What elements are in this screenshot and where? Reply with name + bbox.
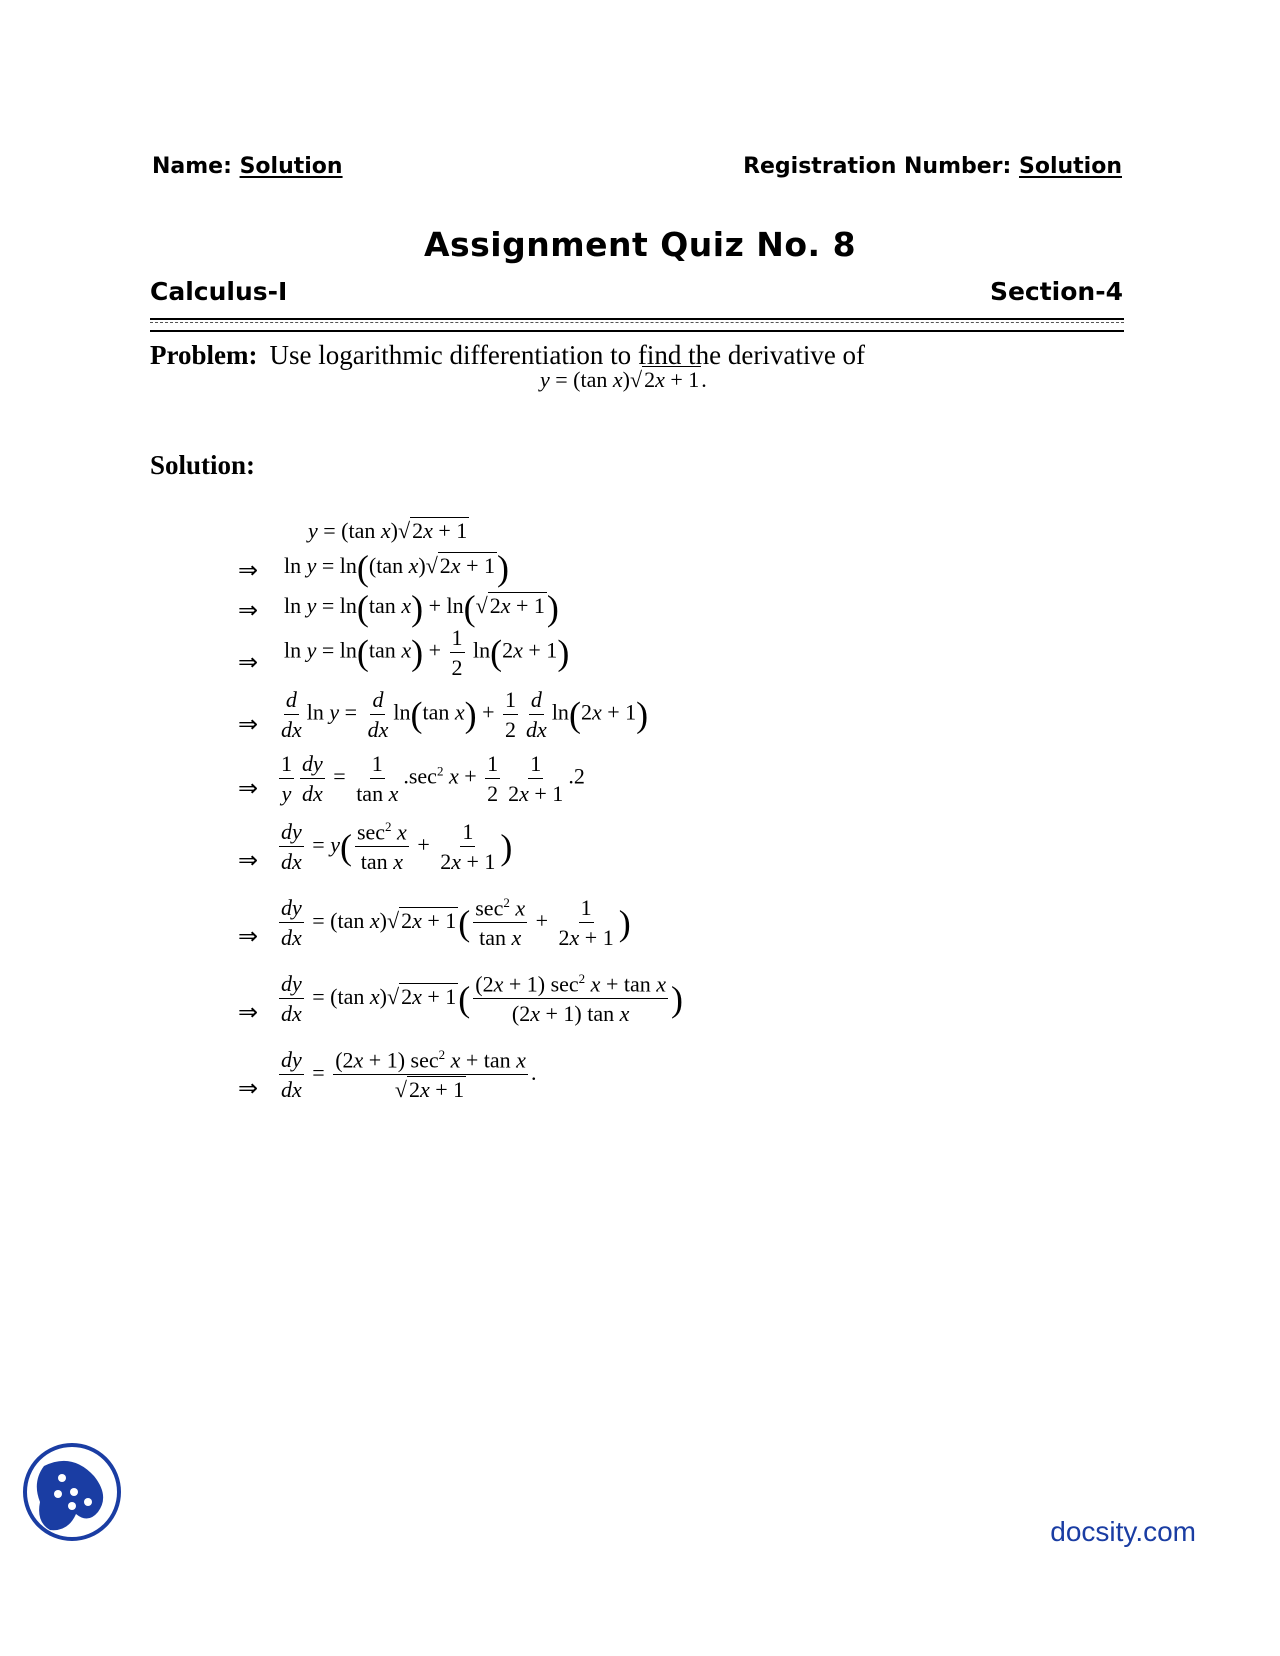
docsity-link[interactable]: docsity.com xyxy=(1050,1516,1196,1547)
implies-icon: ⇒ xyxy=(238,1074,259,1102)
solution-step-6: $\frac{1}{y}$ $\frac{dy}{dx}$ = $\frac{1}{\text{tan x}}$ $.\sec^2$ x + $\frac{1}{2}$ $\frac{1}{2x + 1}$ .2 xyxy=(281,751,585,807)
name-value: Solution xyxy=(239,154,343,179)
divider-inner xyxy=(150,322,1124,323)
problem-equation: y = (tan x)√2x + 1. xyxy=(540,367,707,392)
name-field xyxy=(152,154,343,179)
registration-value: Solution xyxy=(1019,154,1122,179)
docsity-logo-icon xyxy=(22,1442,122,1542)
solution-step-9: $\frac{dy}{dx}$ = (tan x)√2x + 1( $\frac{(2x + 1) \sec^2 x + \tan x}{\text{(2x + 1) tan x}}$ ) xyxy=(281,971,683,1027)
implies-icon: ⇒ xyxy=(238,846,259,874)
implies-icon: ⇒ xyxy=(238,556,259,584)
implies-icon: ⇒ xyxy=(238,710,259,738)
solution-step-7: $\frac{dy}{dx}$ = y( $\frac{\sec^2 x}{\text{tan x}}$ + $\frac{1}{2x + 1}$ ) xyxy=(281,819,513,875)
solution-step-8: $\frac{dy}{dx}$ = (tan x)√2x + 1( $\frac{\sec^2 x}{\text{tan x}}$ + $\frac{1}{2x + 1}$ ) xyxy=(281,895,631,951)
section-label: Section-4 xyxy=(989,277,1123,306)
problem-statement xyxy=(150,340,865,371)
implies-icon: ⇒ xyxy=(238,648,259,676)
name-label: Name: xyxy=(152,154,232,179)
registration-label: Registration Number: xyxy=(743,154,1012,179)
solution-heading: Solution: xyxy=(150,450,256,480)
page-title: Assignment Quiz No. 8 xyxy=(423,225,857,264)
implies-icon: ⇒ xyxy=(238,998,259,1026)
solution-step-1: y = (tan x)√2x + 1 xyxy=(308,518,468,543)
solution-step-10: $\frac{dy}{dx}$ = $\frac{(2x + 1) \sec^2 x + \tan x}{√2x + 1}$ . xyxy=(281,1047,537,1103)
implies-icon: ⇒ xyxy=(238,922,259,950)
implies-icon: ⇒ xyxy=(238,596,259,624)
problem-label: Problem: xyxy=(150,340,258,370)
solution-step-2: ln y = ln((tan x)√2x + 1) xyxy=(284,548,509,588)
course-name: Calculus-I xyxy=(150,277,288,306)
implies-icon: ⇒ xyxy=(238,774,259,802)
solution-step-5: $\frac{d}{dx}$ ln y = $\frac{d}{dx}$ ln(tan x) + $\frac{1}{2}$ $\frac{d}{dx}$ ln(2x + 1) xyxy=(281,687,649,743)
solution-step-3: ln y = ln(tan x) + ln(√2x + 1) xyxy=(284,588,559,628)
registration-field xyxy=(743,154,1122,179)
solution-step-4: ln y = ln(tan x) + $\frac{1}{2}$ ln(2x + 1) xyxy=(284,625,570,681)
divider xyxy=(150,318,1124,332)
problem-text: Use logarithmic differentiation to find the derivative of xyxy=(269,340,866,370)
